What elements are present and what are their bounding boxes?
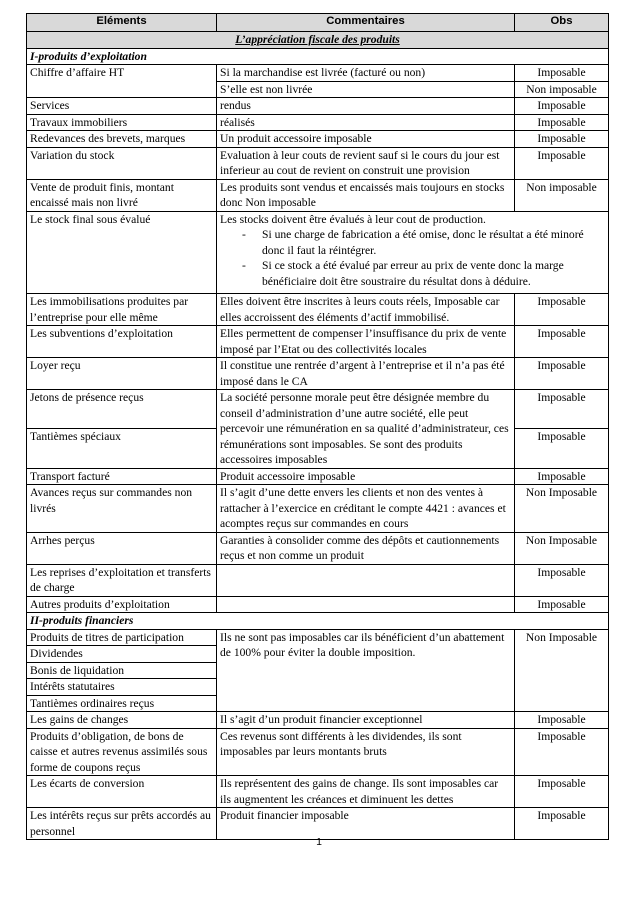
- obs-cell: Imposable: [515, 294, 609, 326]
- element-cell: Jetons de présence reçus: [27, 390, 217, 429]
- element-cell: Arrhes perçus: [27, 532, 217, 564]
- element-cell: Loyer reçu: [27, 358, 217, 390]
- element-cell: Travaux immobiliers: [27, 114, 217, 131]
- obs-cell: Imposable: [515, 147, 609, 179]
- table-row: [27, 211, 609, 294]
- table-row: [27, 596, 609, 613]
- element-cell: Services: [27, 98, 217, 115]
- table-row: [27, 776, 609, 808]
- dash-list: [220, 227, 605, 293]
- element-cell: Tantièmes spéciaux: [27, 429, 217, 468]
- header-obs: Obs: [515, 14, 609, 32]
- table-row: [27, 728, 609, 776]
- comment-cell: Elles permettent de compenser l’insuffisance du prix de vente imposé par l’Etat ou des collectivités locales: [217, 326, 515, 358]
- table-row: [27, 358, 609, 390]
- obs-cell: Non imposable: [515, 179, 609, 211]
- obs-cell: Imposable: [515, 596, 609, 613]
- table-row: [27, 131, 609, 148]
- section-row: [27, 48, 609, 65]
- obs-cell: Imposable: [515, 98, 609, 115]
- obs-cell: Imposable: [515, 114, 609, 131]
- element-cell: Autres produits d’exploitation: [27, 596, 217, 613]
- obs-cell: Non Imposable: [515, 485, 609, 533]
- element-cell: Tantièmes ordinaires reçus: [27, 695, 217, 712]
- table-row: [27, 808, 609, 840]
- section-title-financiers: II-produits financiers: [27, 613, 609, 630]
- table-row: [27, 147, 609, 179]
- comment-cell: Il constitue une rentrée d’argent à l’entreprise et il n’a pas été imposé dans le CA: [217, 358, 515, 390]
- element-cell: Redevances des brevets, marques: [27, 131, 217, 148]
- element-cell: Le stock final sous évalué: [27, 211, 217, 294]
- element-cell: Chiffre d’affaire HT: [27, 65, 217, 98]
- element-cell: Vente de produit finis, montant encaissé mais non livré: [27, 179, 217, 211]
- element-cell: Dividendes: [27, 646, 217, 663]
- comment-cell: Si la marchandise est livrée (facturé ou non): [217, 65, 515, 82]
- dash-list-item: - Si ce stock a été évalué par erreur au prix de vente donc la marge bénéficiaire doit être soustraire du résultat dons à déduire.: [262, 258, 605, 289]
- element-cell: Produits de titres de participation: [27, 629, 217, 646]
- obs-cell: Imposable: [515, 808, 609, 840]
- comment-cell: rendus: [217, 98, 515, 115]
- element-cell: Transport facturé: [27, 468, 217, 485]
- obs-cell: Non Imposable: [515, 532, 609, 564]
- table-subtitle: L’appréciation fiscale des produits: [27, 32, 609, 49]
- comment-cell: La société personne morale peut être désignée membre du conseil d’administration d’une autre société, elle peut percevoir une rémunération en sa qualité d’administrateur, ces rémunérations sont imposables. Se sont des produits accessoires imposables: [217, 390, 515, 469]
- obs-cell: Imposable: [515, 390, 609, 429]
- element-cell: Les reprises d’exploitation et transferts de charge: [27, 564, 217, 596]
- page-number: 1: [316, 836, 322, 848]
- table-row: [27, 326, 609, 358]
- comment-cell: Produit accessoire imposable: [217, 468, 515, 485]
- header-comments: Commentaires: [217, 14, 515, 32]
- table-row: [27, 98, 609, 115]
- comment-cell: S’elle est non livrée: [217, 81, 515, 98]
- element-cell: Variation du stock: [27, 147, 217, 179]
- element-cell: Les subventions d’exploitation: [27, 326, 217, 358]
- table-row: [27, 390, 609, 429]
- comment-cell: Ils ne sont pas imposables car ils bénéficient d’un abattement de 100% pour éviter la double imposition.: [217, 629, 515, 712]
- comment-cell: Les produits sont vendus et encaissés mais toujours en stocks donc Non imposable: [217, 179, 515, 211]
- table-row: [27, 629, 609, 646]
- table-header-row: [27, 14, 609, 32]
- header-elements: Eléments: [27, 14, 217, 32]
- comment-cell: Evaluation à leur couts de revient sauf si le cours du jour est inferieur au cout de revient on construit une provision: [217, 147, 515, 179]
- obs-cell: Non imposable: [515, 81, 609, 98]
- element-cell: Les gains de changes: [27, 712, 217, 729]
- obs-cell: Imposable: [515, 564, 609, 596]
- element-cell: Les immobilisations produites par l’entreprise pour elle même: [27, 294, 217, 326]
- fiscal-appreciation-table: [26, 13, 609, 840]
- element-cell: Les écarts de conversion: [27, 776, 217, 808]
- comment-cell: [217, 596, 515, 613]
- obs-cell: Imposable: [515, 728, 609, 776]
- element-cell: Intérêts statutaires: [27, 679, 217, 696]
- table-row: [27, 294, 609, 326]
- comment-cell: Produit financier imposable: [217, 808, 515, 840]
- comment-cell: réalisés: [217, 114, 515, 131]
- comment-cell: Ces revenus sont différents à les dividendes, ils sont imposables par leurs montants bruts: [217, 728, 515, 776]
- table-row: [27, 179, 609, 211]
- table-row: [27, 65, 609, 82]
- comment-cell: Garanties à consolider comme des dépôts et cautionnements reçus et non comme un produit: [217, 532, 515, 564]
- comment-cell: Elles doivent être inscrites à leurs couts réels, Imposable car elles accroissent des éléments d’actif immobilisé.: [217, 294, 515, 326]
- comment-cell: Il s’agit d’un produit financier exceptionnel: [217, 712, 515, 729]
- obs-cell: Imposable: [515, 468, 609, 485]
- dash-list-item: - Si une charge de fabrication a été omise, donc le résultat a été minoré donc il faut la réintégrer.: [262, 227, 605, 258]
- obs-cell: Non Imposable: [515, 629, 609, 712]
- obs-cell: Imposable: [515, 131, 609, 148]
- obs-cell: Imposable: [515, 326, 609, 358]
- element-cell: Les intérêts reçus sur prêts accordés au personnel: [27, 808, 217, 840]
- table-row: [27, 114, 609, 131]
- comment-cell: [217, 211, 609, 294]
- comment-cell: Un produit accessoire imposable: [217, 131, 515, 148]
- table-row: [27, 468, 609, 485]
- table-row: [27, 532, 609, 564]
- table-subtitle-row: [27, 32, 609, 49]
- section-title-exploitation: I-produits d’exploitation: [27, 48, 609, 65]
- table-row: [27, 712, 609, 729]
- obs-cell: Imposable: [515, 65, 609, 82]
- comment-cell: Ils représentent des gains de change. Ils sont imposables car ils augmentent les créances et diminuent les dettes: [217, 776, 515, 808]
- obs-cell: Imposable: [515, 712, 609, 729]
- element-cell: Bonis de liquidation: [27, 662, 217, 679]
- element-cell: Produits d’obligation, de bons de caisse et autres revenus assimilés sous forme de coupons reçus: [27, 728, 217, 776]
- element-cell: Avances reçus sur commandes non livrés: [27, 485, 217, 533]
- section-row: [27, 613, 609, 630]
- comment-text: Les stocks doivent être évalués à leur cout de production.: [220, 212, 486, 226]
- table-row: [27, 485, 609, 533]
- obs-cell: Imposable: [515, 776, 609, 808]
- obs-cell: Imposable: [515, 358, 609, 390]
- comment-cell: Il s’agit d’une dette envers les clients et non des ventes à rattacher à l’exercice en créditant le compte 4421 : avances et acomptes reçus sur commandes en cours: [217, 485, 515, 533]
- comment-cell: [217, 564, 515, 596]
- obs-cell: Imposable: [515, 429, 609, 468]
- table-row: [27, 564, 609, 596]
